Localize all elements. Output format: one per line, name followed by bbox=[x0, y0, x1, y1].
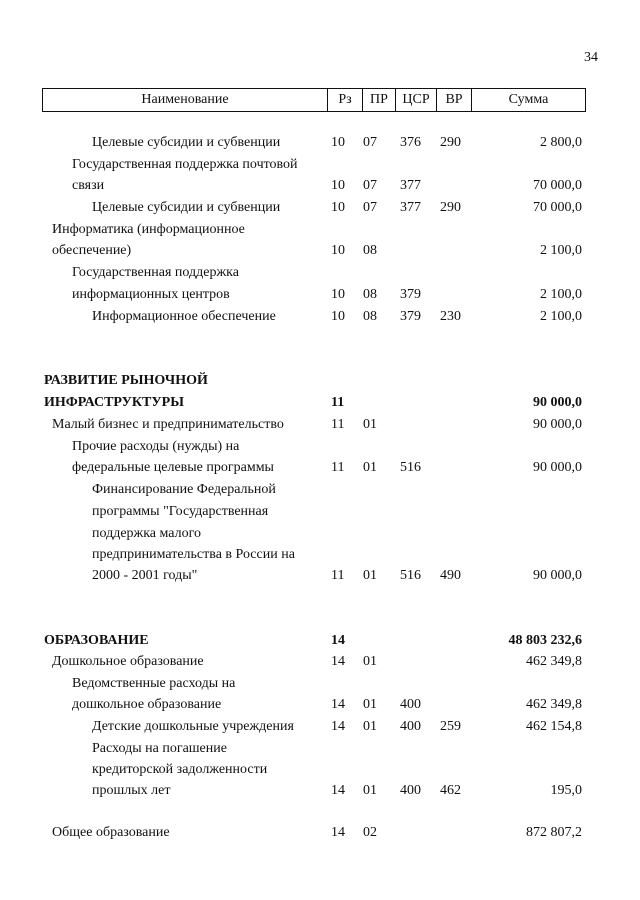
row-sum: 2 100,0 bbox=[540, 309, 582, 324]
row-rz: 11 bbox=[331, 417, 345, 432]
row-name: Государственная поддержка почтовой bbox=[72, 157, 298, 172]
table-row bbox=[0, 240, 640, 261]
header-sum: Сумма bbox=[508, 92, 549, 107]
row-name: РАЗВИТИЕ РЫНОЧНОЙ bbox=[44, 373, 208, 388]
header-pr: ПР bbox=[363, 89, 396, 111]
table-row bbox=[0, 716, 640, 737]
row-rz: 11 bbox=[331, 568, 345, 583]
row-csr: 516 bbox=[400, 460, 421, 475]
row-pr: 08 bbox=[363, 287, 377, 302]
row-rz: 14 bbox=[331, 825, 345, 840]
row-rz: 10 bbox=[331, 309, 345, 324]
row-name: информационных центров bbox=[72, 287, 230, 302]
table-row bbox=[0, 673, 640, 694]
table-row bbox=[0, 565, 640, 586]
header-rz: Рз bbox=[328, 89, 363, 111]
header-vr: ВР bbox=[437, 89, 472, 111]
row-name: поддержка малого bbox=[92, 526, 202, 541]
row-sum: 462 349,8 bbox=[526, 654, 582, 669]
table-row bbox=[0, 414, 640, 435]
row-rz: 10 bbox=[331, 135, 345, 150]
header-name: Наименование bbox=[43, 89, 328, 111]
row-pr: 01 bbox=[363, 654, 377, 669]
row-csr: 379 bbox=[400, 309, 421, 324]
row-sum: 2 800,0 bbox=[540, 135, 582, 150]
row-rz: 11 bbox=[331, 460, 345, 475]
table-row bbox=[0, 219, 640, 240]
row-sum: 462 154,8 bbox=[526, 719, 582, 734]
table-row bbox=[0, 392, 640, 413]
row-sum: 462 349,8 bbox=[526, 697, 582, 712]
table-row bbox=[0, 651, 640, 672]
row-sum: 195,0 bbox=[550, 783, 582, 798]
row-pr: 01 bbox=[363, 783, 377, 798]
row-sum: 48 803 232,6 bbox=[508, 633, 582, 648]
row-rz: 14 bbox=[331, 719, 345, 734]
row-vr: 462 bbox=[440, 783, 461, 798]
table-row bbox=[0, 370, 640, 391]
row-name: Финансирование Федеральной bbox=[92, 482, 276, 497]
row-csr: 516 bbox=[400, 568, 421, 583]
table-row bbox=[0, 479, 640, 500]
row-sum: 2 100,0 bbox=[540, 243, 582, 258]
row-pr: 01 bbox=[363, 568, 377, 583]
row-name: ОБРАЗОВАНИЕ bbox=[44, 633, 149, 648]
row-csr: 400 bbox=[400, 783, 421, 798]
row-pr: 01 bbox=[363, 460, 377, 475]
row-csr: 377 bbox=[400, 178, 421, 193]
row-sum: 70 000,0 bbox=[533, 200, 582, 215]
row-pr: 01 bbox=[363, 719, 377, 734]
row-name: прошлых лет bbox=[92, 783, 171, 798]
row-name: Малый бизнес и предпринимательство bbox=[52, 417, 284, 432]
row-csr: 379 bbox=[400, 287, 421, 302]
row-pr: 08 bbox=[363, 243, 377, 258]
row-vr: 290 bbox=[440, 200, 461, 215]
row-name: 2000 - 2001 годы" bbox=[92, 568, 198, 583]
table-row bbox=[0, 523, 640, 544]
row-name: Целевые субсидии и субвенции bbox=[92, 200, 281, 215]
row-pr: 08 bbox=[363, 309, 377, 324]
row-rz: 10 bbox=[331, 287, 345, 302]
row-csr: 377 bbox=[400, 200, 421, 215]
table-row bbox=[0, 457, 640, 478]
page-number: 34 bbox=[584, 50, 598, 65]
table-row bbox=[0, 262, 640, 283]
row-sum: 90 000,0 bbox=[533, 395, 582, 410]
table-row bbox=[0, 306, 640, 327]
row-vr: 259 bbox=[440, 719, 461, 734]
row-name: кредиторской задолженности bbox=[92, 762, 268, 777]
table-row bbox=[0, 780, 640, 801]
row-name: федеральные целевые программы bbox=[72, 460, 274, 475]
table-row bbox=[0, 175, 640, 196]
row-pr: 01 bbox=[363, 417, 377, 432]
row-pr: 02 bbox=[363, 825, 377, 840]
row-name: Ведомственные расходы на bbox=[72, 676, 236, 691]
row-sum: 2 100,0 bbox=[540, 287, 582, 302]
table-row bbox=[0, 759, 640, 780]
row-sum: 90 000,0 bbox=[533, 460, 582, 475]
row-name: Информатика (информационное bbox=[52, 222, 245, 237]
row-name: Прочие расходы (нужды) на bbox=[72, 439, 240, 454]
row-csr: 376 bbox=[400, 135, 421, 150]
row-sum: 872 807,2 bbox=[526, 825, 582, 840]
table-row bbox=[0, 197, 640, 218]
row-rz: 10 bbox=[331, 200, 345, 215]
table-row bbox=[0, 738, 640, 759]
row-rz: 14 bbox=[331, 697, 345, 712]
table-row bbox=[0, 501, 640, 522]
row-rz: 11 bbox=[331, 395, 345, 410]
row-pr: 07 bbox=[363, 178, 377, 193]
row-name: Информационное обеспечение bbox=[92, 309, 276, 324]
table-row bbox=[0, 822, 640, 843]
row-rz: 10 bbox=[331, 178, 345, 193]
header-csr: ЦСР bbox=[396, 89, 437, 111]
row-sum: 70 000,0 bbox=[533, 178, 582, 193]
row-rz: 14 bbox=[331, 633, 345, 648]
row-csr: 400 bbox=[400, 697, 421, 712]
row-pr: 01 bbox=[363, 697, 377, 712]
row-name: Расходы на погашение bbox=[92, 741, 227, 756]
row-sum: 90 000,0 bbox=[533, 568, 582, 583]
row-name: Государственная поддержка bbox=[72, 265, 239, 280]
row-name: Целевые субсидии и субвенции bbox=[92, 135, 281, 150]
row-name: ИНФРАСТРУКТУРЫ bbox=[44, 395, 184, 410]
row-name: Общее образование bbox=[52, 825, 170, 840]
row-vr: 290 bbox=[440, 135, 461, 150]
row-pr: 07 bbox=[363, 200, 377, 215]
row-pr: 07 bbox=[363, 135, 377, 150]
table-row bbox=[0, 132, 640, 153]
row-name: Дошкольное образование bbox=[52, 654, 204, 669]
table-row bbox=[0, 694, 640, 715]
row-name: дошкольное образование bbox=[72, 697, 222, 712]
row-csr: 400 bbox=[400, 719, 421, 734]
row-name: программы "Государственная bbox=[92, 504, 269, 519]
row-rz: 10 bbox=[331, 243, 345, 258]
table-row bbox=[0, 436, 640, 457]
row-name: предпринимательства в России на bbox=[92, 547, 295, 562]
row-vr: 230 bbox=[440, 309, 461, 324]
row-rz: 14 bbox=[331, 783, 345, 798]
table-row bbox=[0, 544, 640, 565]
row-name: обеспечение) bbox=[52, 243, 132, 258]
table-row bbox=[0, 284, 640, 305]
row-vr: 490 bbox=[440, 568, 461, 583]
table-header bbox=[42, 88, 586, 112]
row-sum: 90 000,0 bbox=[533, 417, 582, 432]
table-row bbox=[0, 154, 640, 175]
row-name: Детские дошкольные учреждения bbox=[92, 719, 294, 734]
row-rz: 14 bbox=[331, 654, 345, 669]
row-name: связи bbox=[72, 178, 105, 193]
table-row bbox=[0, 630, 640, 651]
